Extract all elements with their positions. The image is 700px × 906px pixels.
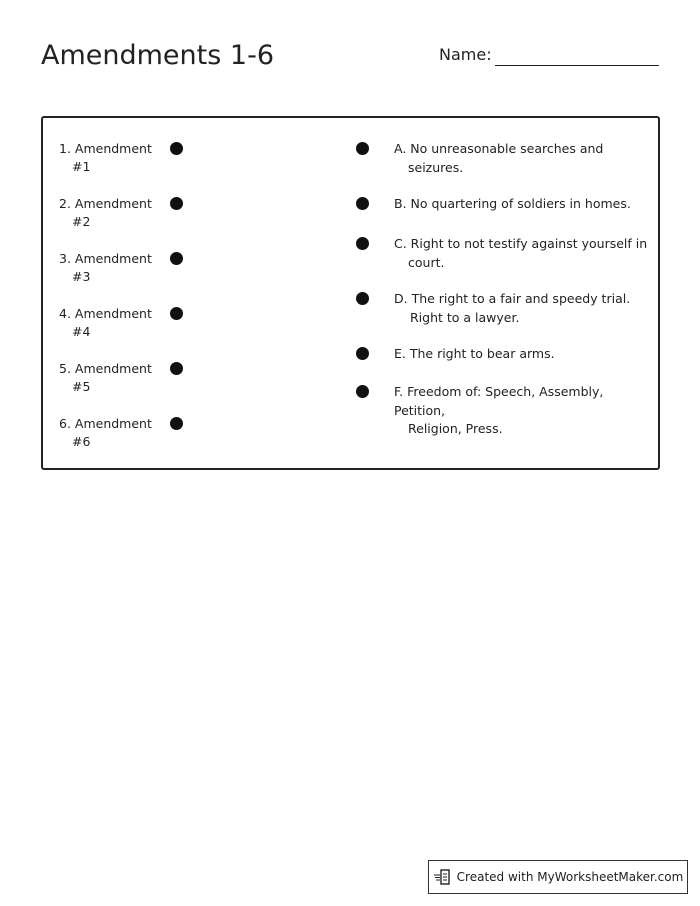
amendment-item-5 (59, 360, 155, 396)
left-match-dot-2[interactable] (170, 197, 183, 210)
description-continuation: seizures. (408, 159, 464, 175)
right-match-dot-e[interactable] (356, 347, 369, 360)
description-text: A. No unreasonable searches and (394, 141, 604, 156)
amendment-label: 1. Amendment (59, 141, 152, 156)
amendment-number: #6 (72, 434, 91, 449)
left-match-dot-5[interactable] (170, 362, 183, 375)
left-match-dot-1[interactable] (170, 142, 183, 155)
worksheet-title: Amendments 1-6 (41, 40, 274, 71)
amendment-label: 4. Amendment (59, 306, 152, 321)
left-match-dot-4[interactable] (170, 307, 183, 320)
right-match-dot-b[interactable] (356, 197, 369, 210)
left-match-dot-6[interactable] (170, 417, 183, 430)
amendment-item-1 (59, 140, 155, 176)
footer-credit[interactable] (428, 860, 688, 894)
matching-box (41, 116, 660, 470)
right-match-dot-d[interactable] (356, 292, 369, 305)
footer-text: Created with MyWorksheetMaker.com (456, 870, 684, 884)
amendment-number: #1 (72, 159, 91, 174)
description-item-a (394, 140, 654, 177)
right-match-dot-f[interactable] (356, 385, 369, 398)
description-continuation: Religion, Press. (408, 421, 503, 436)
right-match-dot-a[interactable] (356, 142, 369, 155)
description-text: D. The right to a fair and speedy trial. (394, 291, 631, 306)
name-label: Name: (439, 45, 492, 64)
amendment-item-6 (59, 415, 155, 451)
description-continuation: court. (408, 254, 445, 270)
amendment-label: 2. Amendment (59, 196, 152, 211)
description-continuation: Right to a lawyer. (410, 309, 520, 325)
description-item-b (394, 195, 654, 214)
description-item-e (394, 345, 654, 364)
amendment-number: #2 (72, 214, 91, 229)
amendment-number: #4 (72, 324, 91, 339)
description-text: B. No quartering of soldiers in homes. (394, 196, 631, 211)
amendment-number: #5 (72, 379, 91, 394)
amendment-number: #3 (72, 269, 91, 284)
amendment-label: 6. Amendment (59, 416, 152, 431)
description-item-d (394, 290, 654, 327)
left-match-dot-3[interactable] (170, 252, 183, 265)
amendment-item-4 (59, 305, 155, 341)
amendment-label: 5. Amendment (59, 361, 152, 376)
description-item-c (394, 235, 654, 272)
description-text: F. Freedom of: Speech, Assembly, Petition, (394, 384, 604, 418)
amendment-label: 3. Amendment (59, 251, 152, 266)
description-text: C. Right to not testify against yourself in (394, 236, 648, 251)
name-field-line[interactable] (495, 65, 659, 66)
description-text: E. The right to bear arms. (394, 346, 555, 361)
amendment-item-2 (59, 195, 155, 231)
right-match-dot-c[interactable] (356, 237, 369, 250)
amendment-item-3 (59, 250, 155, 286)
description-item-f (394, 383, 654, 439)
worksheet-maker-logo-icon (433, 868, 451, 886)
